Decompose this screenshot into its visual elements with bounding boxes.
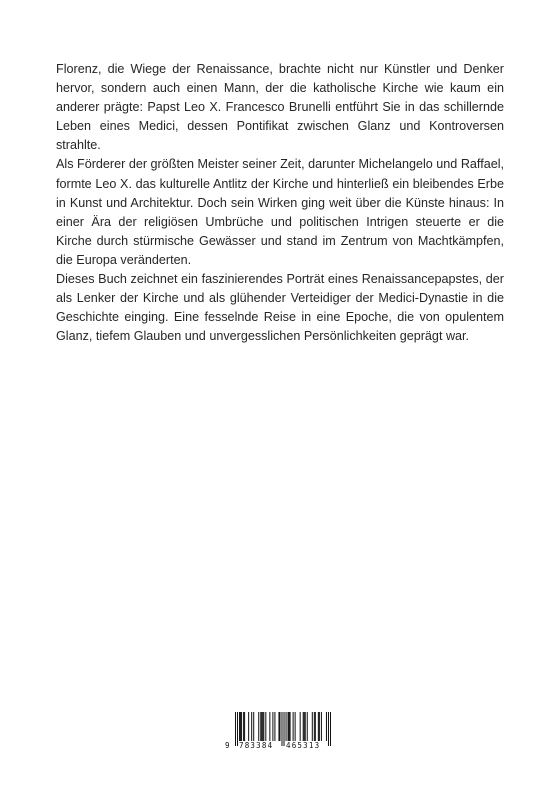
barcode-bar [272,712,273,741]
barcode-bar [318,712,319,741]
isbn-barcode [225,712,337,754]
barcode-bar [241,712,242,741]
barcode-bar [288,712,289,741]
barcode-guard-bar [330,712,331,746]
barcode-bar [293,712,294,741]
barcode-bar [315,712,316,741]
barcode-bar [286,712,287,741]
barcode-bar [278,712,279,741]
barcode-bar [326,712,327,741]
barcode-bar [289,712,290,741]
barcode-bar [312,712,313,741]
barcode-bar [295,712,296,741]
barcode-guard-bar [235,712,236,746]
barcode-bar [248,712,249,741]
blurb-paragraph-2: Als Förderer der größten Meister seiner Zeit, darunter Michelangelo und Raffael, formte Leo X. das kulturelle Antlitz der Kirche und hinterließ ein bleibendes Erbe in Kunst und Architektur. Doch sein Wirken ging weit über die Künste hinaus: In einer Ära der religiösen Umbrüche und politischen Intrigen steuerte er die Kirche durch stürmische Gewässer und stand im Zentrum von Machtkämpfen, die Europa veränderten. [56,157,504,267]
back-cover-blurb [56,60,504,346]
barcode-bar [321,712,322,741]
barcode-bar [279,712,280,741]
barcode-right-digits: 465313 [286,741,321,750]
barcode-bar [269,712,270,741]
barcode-bar [251,712,252,741]
barcode-guard-bar [284,712,285,746]
barcode-bar [261,712,262,741]
barcode-bar [263,712,264,741]
blurb-paragraph-1: Florenz, die Wiege der Renaissance, brachte nicht nur Künstler und Denker hervor, sondern auch einen Mann, der die katholische Kirche wie kaum ein anderer prägte: Papst Leo X. Francesco Brunelli entführt Sie in das schillernde Leben eines Medici, dessen Pontifikat zwischen Glanz und Kontroversen strahlte. [56,62,504,153]
barcode-bar [265,712,266,741]
barcode-guard-bar [237,712,238,746]
barcode-bar [300,712,301,741]
barcode-bar [243,712,244,741]
barcode-bar [319,712,320,741]
barcode-bar [303,712,304,741]
barcode-bar [290,712,291,741]
barcode-bar [253,712,254,741]
barcode-bar [307,712,308,741]
barcode-bar [239,712,240,741]
barcode-bar [274,712,275,741]
barcode-first-digit: 9 [225,741,230,750]
barcode-bar [314,712,315,741]
barcode-bar [262,712,263,741]
barcode-guard-bar [328,712,329,746]
barcode-bar [260,712,261,741]
blurb-paragraph-3: Dieses Buch zeichnet ein faszinierendes Porträt eines Renaissancepapstes, der als Lenker der Kirche und als glühender Verteidiger der Medici-Dynastie in die Geschichte einging. Eine fesselnde Reise in eine Epoche, die von opulentem Glanz, tiefem Glauben und unvergesslichen Persönlichkeiten geprägt war. [56,272,504,344]
barcode-left-digits: 783384 [239,741,274,750]
barcode-bar [240,712,241,741]
barcode-guard-bar [281,712,282,746]
barcode-bar [258,712,259,741]
barcode-bar [305,712,306,741]
barcode-bar [244,712,245,741]
barcode-bar [304,712,305,741]
